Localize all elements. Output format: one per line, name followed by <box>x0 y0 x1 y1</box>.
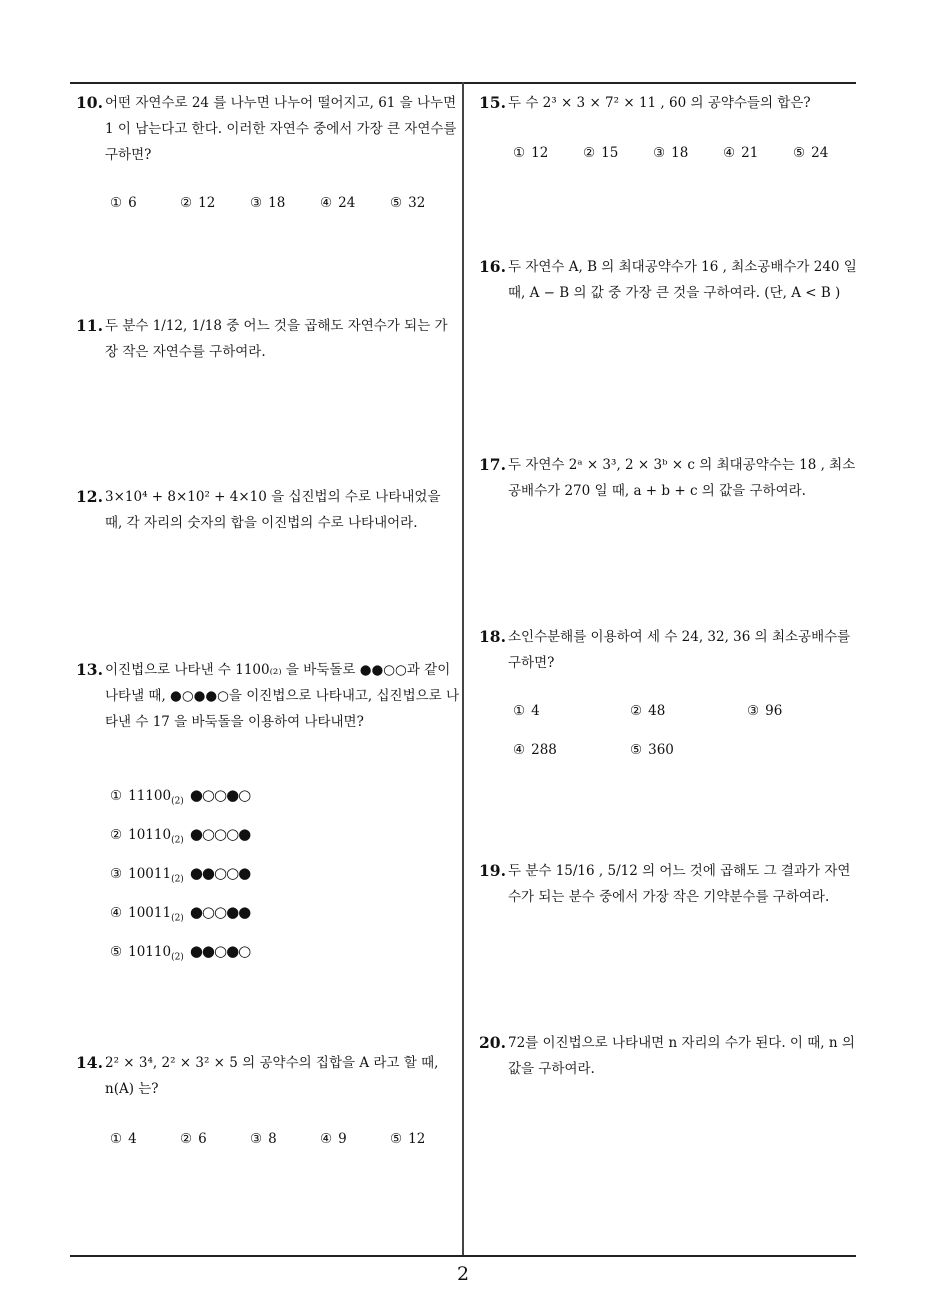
choice[interactable]: ⑤ 24 <box>793 145 829 161</box>
problem-text: 두 분수 1/12, 1/18 중 어느 것을 곱해도 자연수가 되는 가장 작은 자연수를 구하여라. <box>105 318 448 360</box>
column-divider <box>462 82 464 1256</box>
stones: ●○○●● <box>189 903 251 921</box>
problem-number: 14. <box>76 1053 103 1072</box>
choice[interactable]: ③ $10011_{(2)}$ ●●○○● <box>110 864 251 885</box>
problem-number: 12. <box>76 487 103 506</box>
choice[interactable]: ⑤ 12 <box>390 1131 426 1147</box>
problem-text: 두 자연수 2ᵃ × 3³, 2 × 3ᵇ × c 의 최대공약수는 18 , 최소공배수가 270 일 때, a + b + c 의 값을 구하여라. <box>508 457 856 499</box>
problem-12 <box>76 484 460 536</box>
page-number: 2 <box>456 1263 470 1285</box>
choice[interactable]: ② 12 <box>180 195 216 211</box>
problem-number: 11. <box>76 316 103 335</box>
choice[interactable]: ⑤ 32 <box>390 195 426 211</box>
problem-text: 두 수 2³ × 3 × 7² × 11 , 60 의 공약수들의 합은? <box>508 95 811 111</box>
problem-number: 20. <box>479 1033 506 1052</box>
problem-number: 13. <box>76 660 103 679</box>
choice[interactable]: ② 48 <box>630 703 666 719</box>
choice[interactable]: ④ 21 <box>723 145 759 161</box>
problem-text: 이진법으로 나타낸 수 1100₍₂₎ 을 바둑돌로 ●●○○과 같이 나타낼 때, ●○●●○을 이진법으로 나타내고, 십진법으로 나타낸 수 17 을 바둑돌을 이용하여 나타내면? <box>105 662 460 730</box>
problem-13 <box>76 657 460 735</box>
choice[interactable]: ③ 18 <box>250 195 286 211</box>
problem-text: 3×10⁴ + 8×10² + 4×10 을 십진법의 수로 나타내었을 때, 각 자리의 숫자의 합을 이진법의 수로 나타내어라. <box>105 489 441 531</box>
choice[interactable]: ⑤ $10110_{(2)}$ ●●○●○ <box>110 942 251 963</box>
problem-number: 16. <box>479 257 506 276</box>
choice[interactable]: ② 6 <box>180 1131 207 1147</box>
problem-number: 18. <box>479 627 506 646</box>
choice[interactable]: ④ 9 <box>320 1131 347 1147</box>
stones: ●○○●○ <box>189 786 251 804</box>
problem-text: 2² × 3⁴, 2² × 3² × 5 의 공약수의 집합을 A 라고 할 때, n(A) 는? <box>105 1055 439 1097</box>
choice[interactable]: ⑤ 360 <box>630 742 674 758</box>
problem-text: 두 분수 15/16 , 5/12 의 어느 것에 곱해도 그 결과가 자연수가 되는 분수 중에서 가장 작은 기약분수를 구하여라. <box>508 863 851 905</box>
problem-text: 72를 이진법으로 나타내면 n 자리의 수가 된다. 이 때, n 의 값을 구하여라. <box>508 1035 855 1077</box>
choice[interactable]: ② $10110_{(2)}$ ●○○○● <box>110 825 251 846</box>
problem-17 <box>479 452 863 504</box>
choice[interactable]: ① 4 <box>513 703 540 719</box>
choice[interactable]: ④ 24 <box>320 195 356 211</box>
stones: ●●○●○ <box>189 942 251 960</box>
problem-19 <box>479 858 863 910</box>
choice[interactable]: ③ 8 <box>250 1131 277 1147</box>
stones: ●●○○● <box>189 864 251 882</box>
choice[interactable]: ① 12 <box>513 145 549 161</box>
problem-16 <box>479 254 863 306</box>
problem-text: 두 자연수 A, B 의 최대공약수가 16 , 최소공배수가 240 일 때, A − B 의 값 중 가장 큰 것을 구하여라. (단, A < B ) <box>508 259 857 301</box>
problem-number: 17. <box>479 455 506 474</box>
bottom-rule <box>70 1255 856 1257</box>
choice[interactable]: ② 15 <box>583 145 619 161</box>
problem-18 <box>479 624 863 676</box>
problem-number: 15. <box>479 93 506 112</box>
choice[interactable]: ① 6 <box>110 195 137 211</box>
problem-10 <box>76 90 460 168</box>
problem-11 <box>76 313 460 365</box>
choice[interactable]: ④ 288 <box>513 742 557 758</box>
problem-15 <box>479 90 863 116</box>
choice[interactable]: ④ $10011_{(2)}$ ●○○●● <box>110 903 251 924</box>
choice[interactable]: ③ 96 <box>747 703 783 719</box>
choice[interactable]: ③ 18 <box>653 145 689 161</box>
problem-text: 어떤 자연수로 24 를 나누면 나누어 떨어지고, 61 을 나누면 1 이 남는다고 한다. 이러한 자연수 중에서 가장 큰 자연수를 구하면? <box>105 95 457 163</box>
problem-14 <box>76 1050 460 1102</box>
stones: ●○○○● <box>189 825 251 843</box>
problem-number: 19. <box>479 861 506 880</box>
choice[interactable]: ① $11100_{(2)}$ ●○○●○ <box>110 786 251 807</box>
problem-number: 10. <box>76 93 103 112</box>
problem-text: 소인수분해를 이용하여 세 수 24, 32, 36 의 최소공배수를 구하면? <box>508 629 851 671</box>
problem-20 <box>479 1030 863 1082</box>
choice[interactable]: ① 4 <box>110 1131 137 1147</box>
